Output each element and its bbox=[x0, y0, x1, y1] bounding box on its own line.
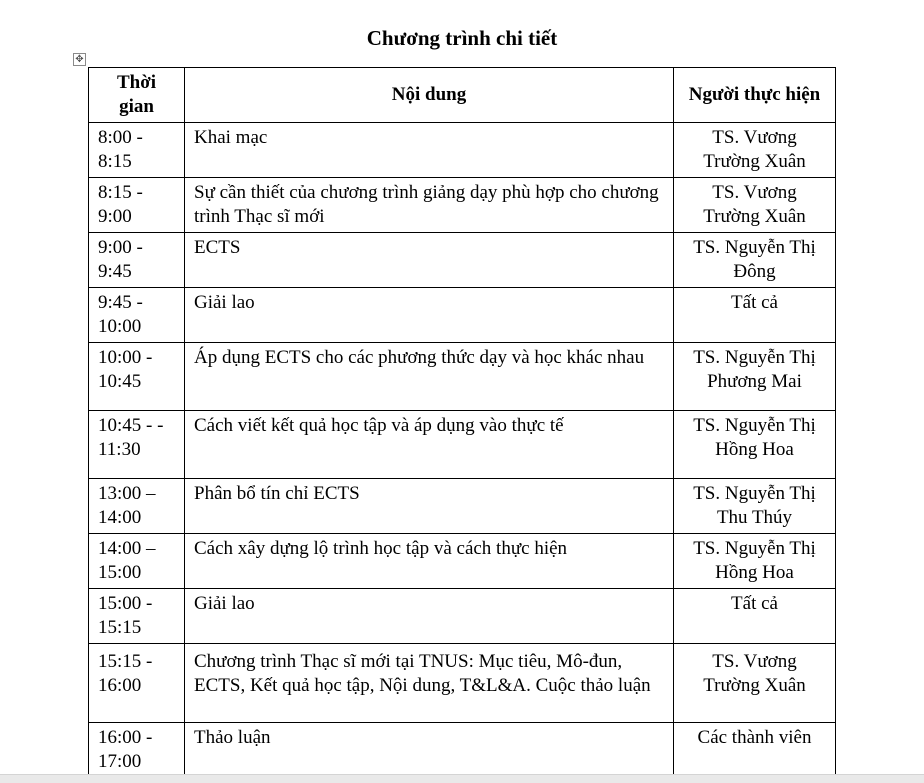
person-cell[interactable]: Tất cả bbox=[674, 288, 836, 343]
time-cell[interactable]: 13:00 – 14:00 bbox=[89, 479, 185, 534]
time-cell[interactable]: 15:00 - 15:15 bbox=[89, 589, 185, 644]
move-arrows-icon[interactable]: ✥ bbox=[73, 53, 86, 66]
content-cell[interactable]: Giải lao bbox=[185, 589, 674, 644]
header-content: Nội dung bbox=[185, 68, 674, 123]
header-person: Người thực hiện bbox=[674, 68, 836, 123]
window-bottom-edge bbox=[0, 774, 924, 783]
content-cell[interactable]: Thảo luận bbox=[185, 723, 674, 783]
person-cell[interactable]: TS. Nguyễn Thị Thu Thúy bbox=[674, 479, 836, 534]
header-time: Thời gian bbox=[89, 68, 185, 123]
time-cell[interactable]: 9:00 - 9:45 bbox=[89, 233, 185, 288]
content-cell[interactable]: Cách viết kết quả học tập và áp dụng vào thực tế bbox=[185, 411, 674, 479]
table-row bbox=[89, 644, 836, 723]
content-cell[interactable]: Giải lao bbox=[185, 288, 674, 343]
table-row bbox=[89, 123, 836, 178]
person-cell[interactable]: TS. Nguyễn Thị Hồng Hoa bbox=[674, 411, 836, 479]
table-row bbox=[89, 233, 836, 288]
person-cell[interactable]: TS. Nguyễn Thị Phương Mai bbox=[674, 343, 836, 411]
person-cell[interactable]: Các thành viên bbox=[674, 723, 836, 783]
table-row bbox=[89, 534, 836, 589]
content-cell[interactable]: Phân bổ tín chỉ ECTS bbox=[185, 479, 674, 534]
person-cell[interactable]: TS. Vương Trường Xuân bbox=[674, 644, 836, 723]
time-cell[interactable]: 10:45 - - 11:30 bbox=[89, 411, 185, 479]
content-cell[interactable]: Sự cần thiết của chương trình giảng dạy phù hợp cho chương trình Thạc sĩ mới bbox=[185, 178, 674, 233]
person-cell[interactable]: TS. Vương Trường Xuân bbox=[674, 178, 836, 233]
table-row bbox=[89, 411, 836, 479]
document-title: Chương trình chi tiết bbox=[366, 26, 558, 50]
person-cell[interactable]: TS. Nguyễn Thị Đông bbox=[674, 233, 836, 288]
time-cell[interactable]: 8:00 - 8:15 bbox=[89, 123, 185, 178]
time-cell[interactable]: 10:00 - 10:45 bbox=[89, 343, 185, 411]
person-cell[interactable]: TS. Vương Trường Xuân bbox=[674, 123, 836, 178]
content-cell[interactable]: Áp dụng ECTS cho các phương thức dạy và học khác nhau bbox=[185, 343, 674, 411]
content-cell[interactable]: ECTS bbox=[185, 233, 674, 288]
time-cell[interactable]: 14:00 – 15:00 bbox=[89, 534, 185, 589]
table-header-row bbox=[89, 68, 836, 123]
content-cell[interactable]: Chương trình Thạc sĩ mới tại TNUS: Mục tiêu, Mô-đun, ECTS, Kết quả học tập, Nội dung, T&L&A. Cuộc thảo luận bbox=[185, 644, 674, 723]
table-row bbox=[89, 589, 836, 644]
table-row bbox=[89, 479, 836, 534]
table-row bbox=[89, 178, 836, 233]
person-cell[interactable]: TS. Nguyễn Thị Hồng Hoa bbox=[674, 534, 836, 589]
person-cell[interactable]: Tất cả bbox=[674, 589, 836, 644]
time-cell[interactable]: 15:15 - 16:00 bbox=[89, 644, 185, 723]
time-cell[interactable]: 16:00 - 17:00 bbox=[89, 723, 185, 783]
schedule-table bbox=[88, 67, 836, 783]
time-cell[interactable]: 8:15 - 9:00 bbox=[89, 178, 185, 233]
time-cell[interactable]: 9:45 - 10:00 bbox=[89, 288, 185, 343]
table-row bbox=[89, 288, 836, 343]
content-cell[interactable]: Khai mạc bbox=[185, 123, 674, 178]
table-row bbox=[89, 343, 836, 411]
content-cell[interactable]: Cách xây dựng lộ trình học tập và cách thực hiện bbox=[185, 534, 674, 589]
